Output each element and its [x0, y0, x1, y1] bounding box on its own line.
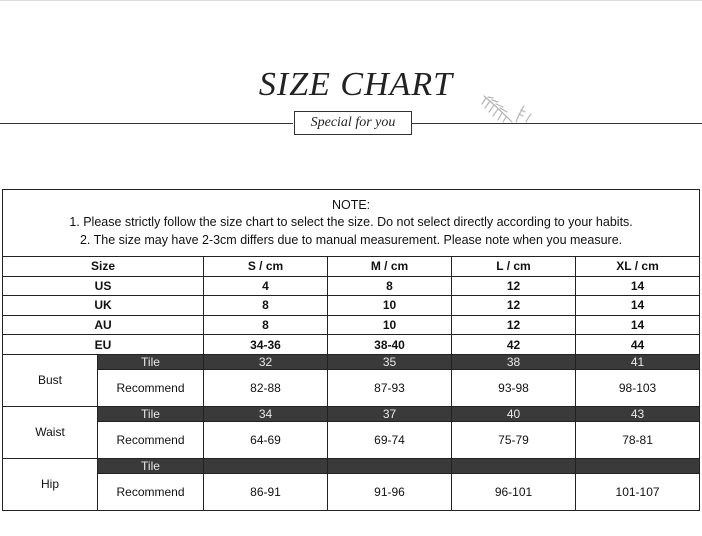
top-divider: [0, 0, 702, 1]
bust-tile-row: [3, 354, 700, 369]
recommend-label: Recommend: [98, 473, 204, 510]
tile-value: [204, 458, 328, 473]
tile-value: 38: [452, 354, 576, 369]
cell-value: 10: [328, 315, 452, 335]
column-header-xl: XL / cm: [576, 257, 700, 277]
recommend-value: 69-74: [328, 421, 452, 458]
cell-value: 8: [204, 296, 328, 316]
cell-value: 4: [204, 276, 328, 296]
measurement-name-hip: Hip: [3, 458, 98, 510]
recommend-label: Recommend: [98, 369, 204, 406]
size-chart-table: [2, 189, 700, 511]
tile-label: Tile: [98, 458, 204, 473]
column-header-m: M / cm: [328, 257, 452, 277]
measurement-name-bust: Bust: [3, 354, 98, 406]
note-line-1: 1. Please strictly follow the size chart to select the size. Do not select directly according to your habits.: [69, 215, 633, 230]
tile-value: 40: [452, 406, 576, 421]
bust-recommend-row: [3, 369, 700, 406]
waist-tile-row: [3, 406, 700, 421]
recommend-value: 93-98: [452, 369, 576, 406]
cell-value: 14: [576, 296, 700, 316]
row-label: US: [3, 276, 204, 296]
tile-value: 34: [204, 406, 328, 421]
cell-value: 12: [452, 315, 576, 335]
tile-label: Tile: [98, 406, 204, 421]
cell-value: 14: [576, 276, 700, 296]
hip-recommend-row: [3, 473, 700, 510]
recommend-value: 78-81: [576, 421, 700, 458]
tile-value: 41: [576, 354, 700, 369]
palm-leaf-icon: [476, 94, 534, 124]
cell-value: 38-40: [328, 335, 452, 355]
recommend-value: 96-101: [452, 473, 576, 510]
tile-value: [452, 458, 576, 473]
table-row-eu: [3, 335, 700, 355]
cell-value: 8: [328, 276, 452, 296]
recommend-value: 82-88: [204, 369, 328, 406]
subtitle-badge: Special for you: [294, 111, 412, 135]
tile-value: [576, 458, 700, 473]
row-label: UK: [3, 296, 204, 316]
waist-recommend-row: [3, 421, 700, 458]
measurement-name-waist: Waist: [3, 406, 98, 458]
recommend-value: 91-96: [328, 473, 452, 510]
tile-value: 35: [328, 354, 452, 369]
page-title: SIZE CHART: [258, 66, 454, 103]
cell-value: 34-36: [204, 335, 328, 355]
recommend-label: Recommend: [98, 421, 204, 458]
cell-value: 10: [328, 296, 452, 316]
column-header-l: L / cm: [452, 257, 576, 277]
tile-label: Tile: [98, 354, 204, 369]
cell-value: 42: [452, 335, 576, 355]
cell-value: 12: [452, 296, 576, 316]
recommend-value: 86-91: [204, 473, 328, 510]
note-cell: [3, 190, 700, 257]
cell-value: 8: [204, 315, 328, 335]
column-header-size: Size: [3, 257, 204, 277]
cell-value: 14: [576, 315, 700, 335]
row-label: EU: [3, 335, 204, 355]
hip-tile-row: [3, 458, 700, 473]
column-header-s: S / cm: [204, 257, 328, 277]
header-rule-right: [412, 123, 702, 124]
cell-value: 12: [452, 276, 576, 296]
note-heading: NOTE:: [331, 197, 371, 212]
recommend-value: 75-79: [452, 421, 576, 458]
row-label: AU: [3, 315, 204, 335]
header-rule-left: [0, 123, 293, 124]
table-row-uk: [3, 296, 700, 316]
recommend-value: 87-93: [328, 369, 452, 406]
note-line-2: 2. The size may have 2-3cm differs due to manual measurement. Please note when you measure.: [79, 232, 623, 247]
tile-value: [328, 458, 452, 473]
recommend-value: 101-107: [576, 473, 700, 510]
recommend-value: 64-69: [204, 421, 328, 458]
tile-value: 43: [576, 406, 700, 421]
table-row-us: [3, 276, 700, 296]
cell-value: 44: [576, 335, 700, 355]
header-row: [3, 257, 700, 277]
recommend-value: 98-103: [576, 369, 700, 406]
tile-value: 37: [328, 406, 452, 421]
table-row-au: [3, 315, 700, 335]
tile-value: 32: [204, 354, 328, 369]
